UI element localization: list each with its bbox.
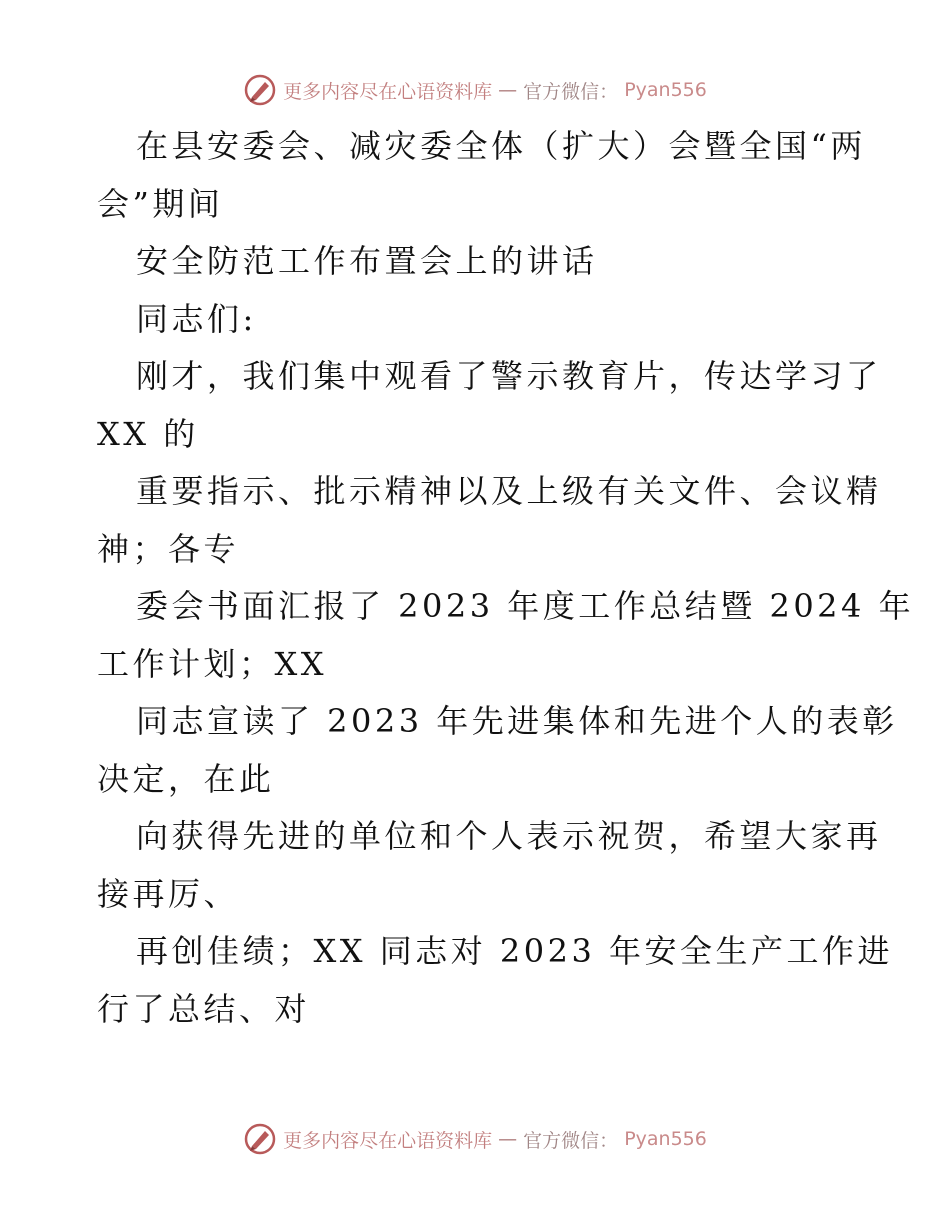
title-line-3: 安全防范工作布置会上的讲话: [136, 242, 598, 280]
body-line: 决定，在此: [97, 759, 275, 798]
watermark-separator: —: [498, 79, 518, 101]
body-line: 工作计划；XX: [97, 644, 328, 683]
body-line: 神；各专: [97, 529, 240, 568]
body-line: 行了总结、对: [97, 989, 311, 1028]
body-line: 委会书面汇报了 2023 年度工作总结暨 2024 年: [136, 587, 915, 625]
footer-watermark: [0, 1119, 950, 1159]
watermark-text: 更多内容尽在心语资料库: [283, 80, 493, 103]
watermark-wechat-label: 官方微信：: [523, 80, 619, 103]
header-watermark: [0, 70, 950, 110]
pen-seal-icon: [243, 73, 277, 107]
watermark-text: 更多内容尽在心语资料库: [283, 1129, 493, 1152]
salutation: 同志们:: [136, 299, 257, 338]
body-line: XX 的: [97, 414, 199, 453]
title-line-2: 会”期间: [97, 184, 224, 223]
watermark-wechat-id: Pyan556: [624, 1128, 707, 1150]
body-line: 重要指示、批示精神以及上级有关文件、会议精: [136, 472, 882, 510]
pen-seal-icon: [243, 1122, 277, 1156]
document-body: [97, 118, 915, 1038]
body-line: 再创佳绩；XX 同志对 2023 年安全生产工作进: [136, 932, 894, 970]
body-line: 向获得先进的单位和个人表示祝贺，希望大家再: [136, 817, 882, 855]
body-line: 刚才，我们集中观看了警示教育片，传达学习了: [136, 357, 882, 395]
title-line-1: 在县安委会、减灾委全体（扩大）会暨全国“两: [136, 127, 866, 165]
body-line: 接再厉、: [97, 874, 240, 913]
watermark-wechat-id: Pyan556: [624, 79, 707, 101]
watermark-wechat-label: 官方微信：: [523, 1129, 619, 1152]
body-line: 同志宣读了 2023 年先进集体和先进个人的表彰: [136, 702, 898, 740]
watermark-separator: —: [498, 1128, 518, 1150]
